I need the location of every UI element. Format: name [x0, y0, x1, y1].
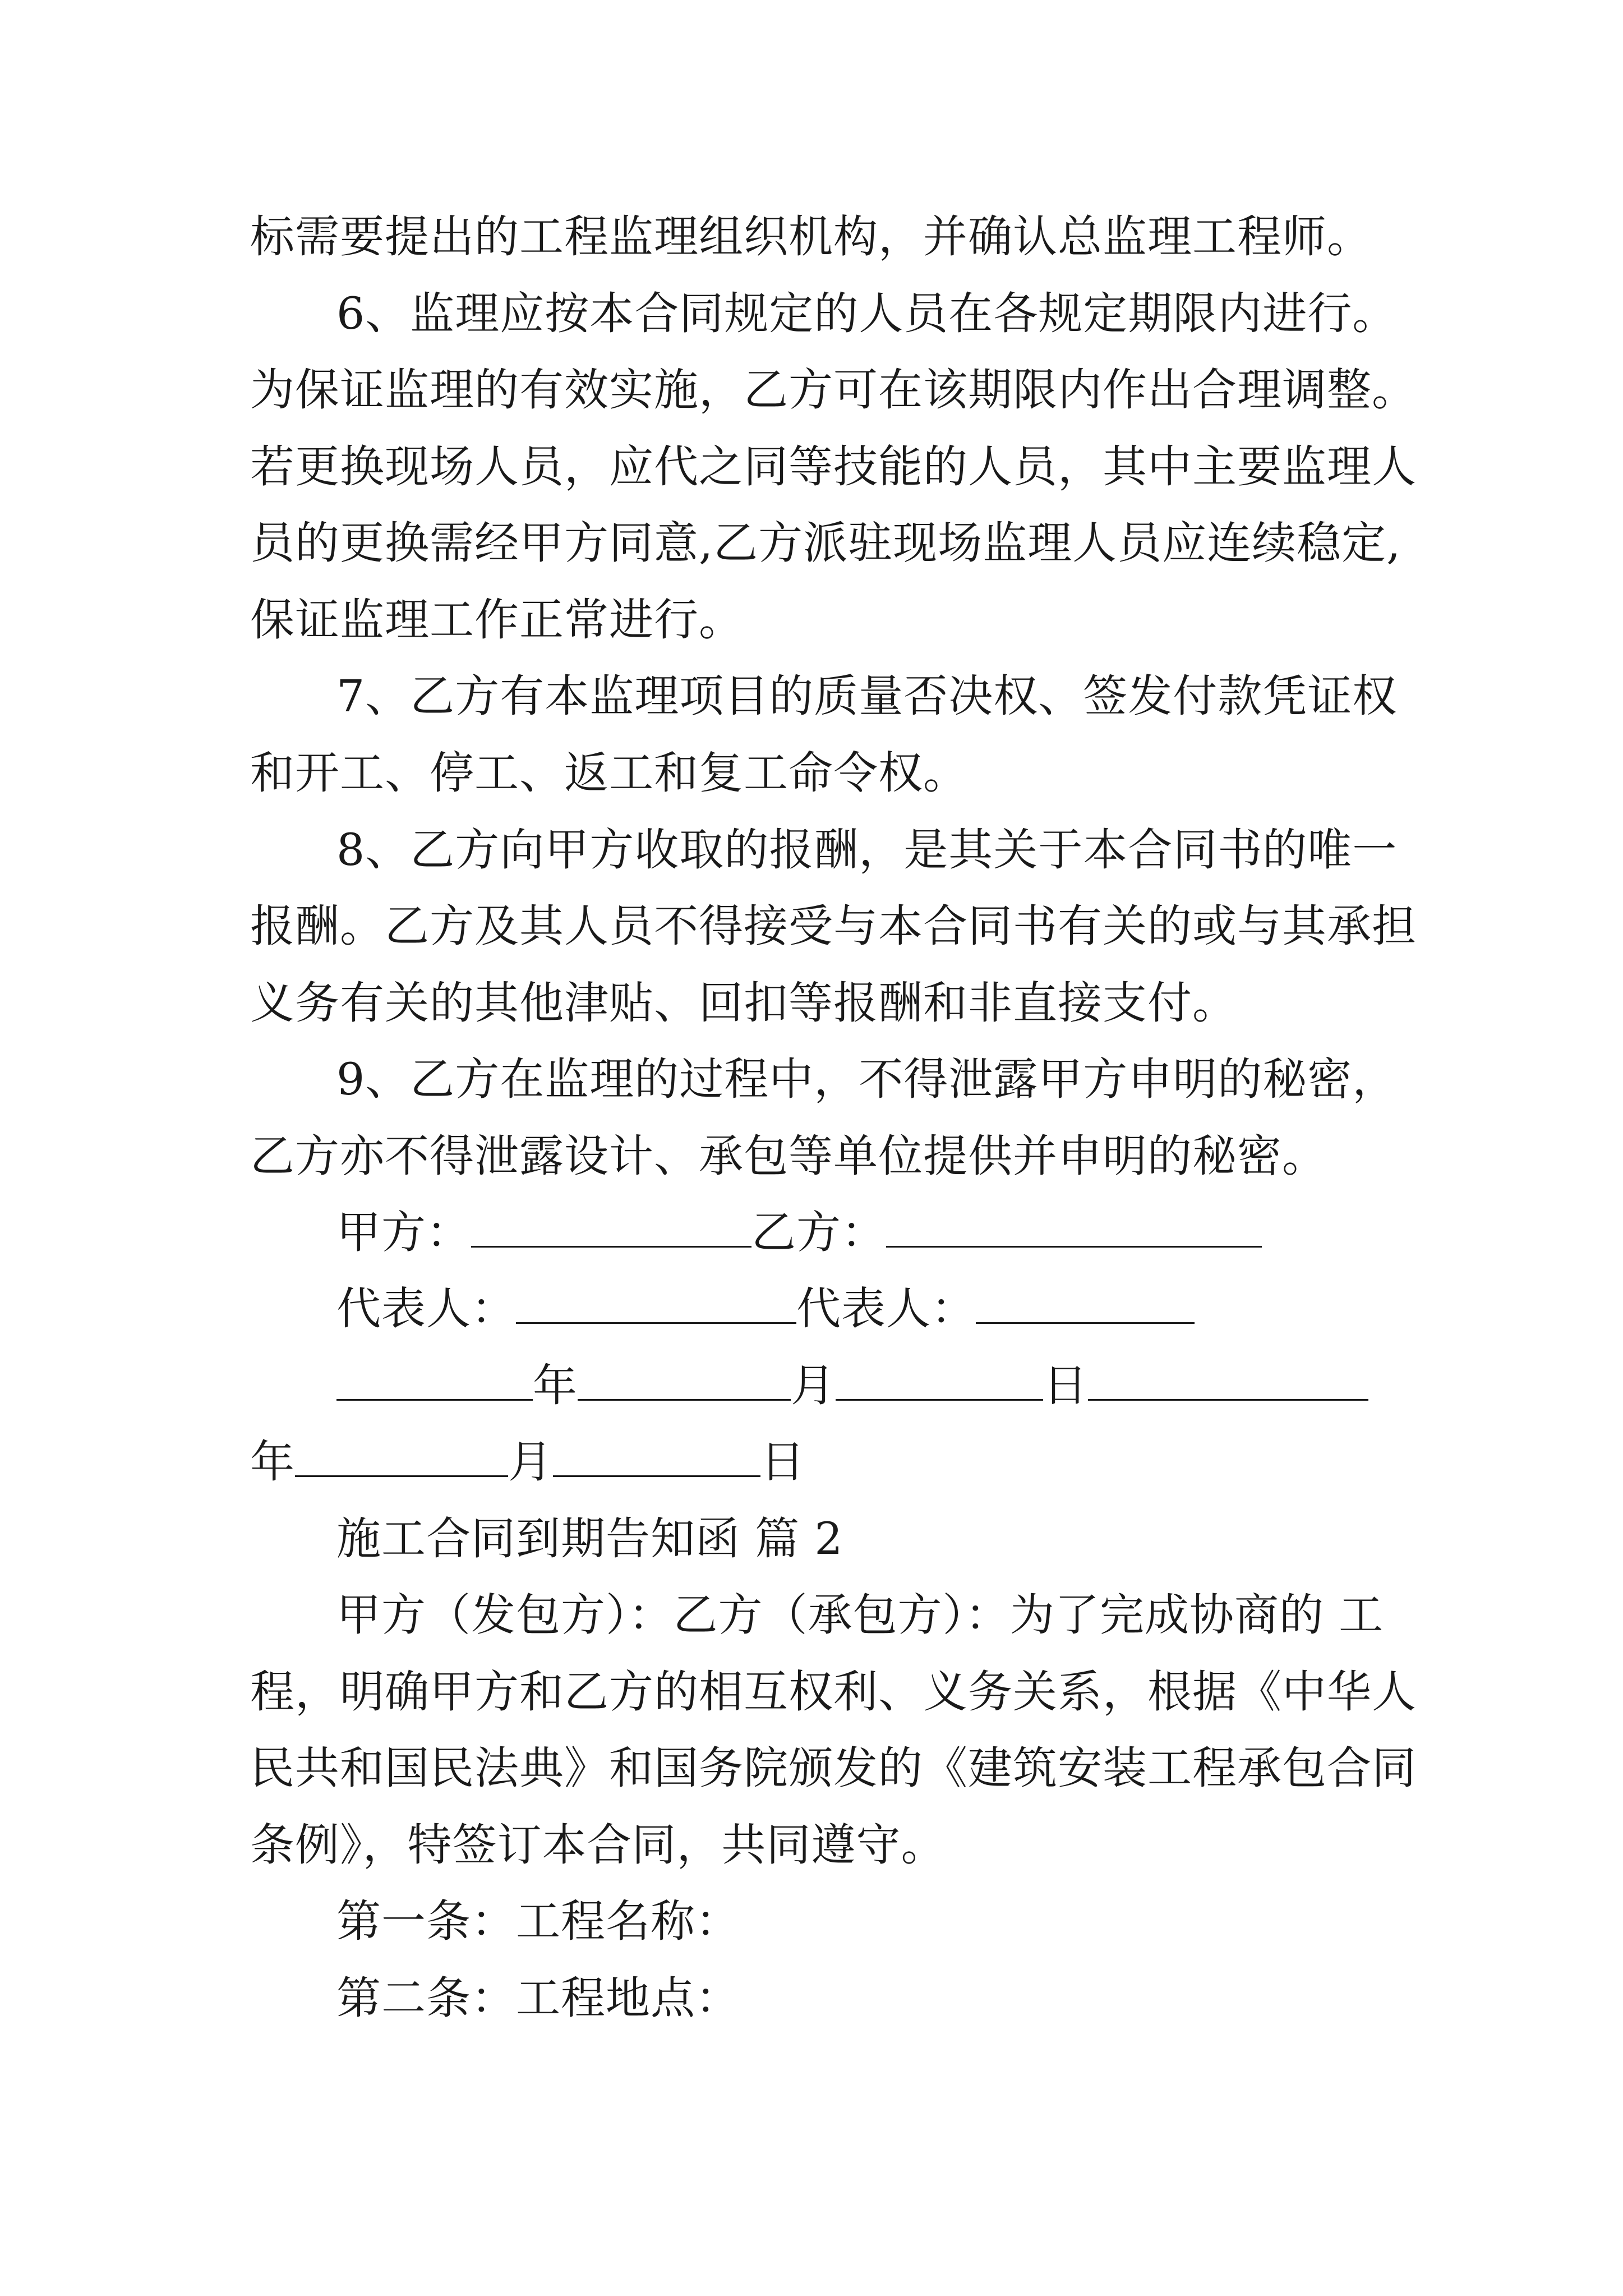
- month-label: 月: [791, 1360, 836, 1411]
- party-b-blank: [886, 1209, 1262, 1248]
- paragraph-line: 若更换现场人员，应代之同等技能的人员，其中主要监理人: [250, 441, 1417, 493]
- rep-a-blank: [516, 1285, 796, 1324]
- day-blank: [553, 1438, 760, 1477]
- article-line: 第一条：工程名称：: [336, 1895, 740, 1947]
- paragraph-line: 乙方亦不得泄露设计、承包等单位提供并申明的秘密。: [250, 1130, 1327, 1182]
- paragraph-line: 标需要提出的工程监理组织机构，并确认总监理工程师。: [250, 211, 1372, 263]
- trailing-blank: [1088, 1362, 1368, 1401]
- paragraph-line: 员的更换需经甲方同意,乙方派驻现场监理人员应连续稳定,: [250, 517, 1401, 569]
- month-blank: [578, 1362, 791, 1401]
- party-b-label: 乙方：: [751, 1207, 886, 1258]
- article-line: 第二条：工程地点：: [336, 1972, 740, 2024]
- signature-party-row: [336, 1204, 1262, 1260]
- day-blank: [836, 1362, 1043, 1401]
- paragraph-line: 条例》，特签订本合同，共同遵守。: [250, 1819, 946, 1871]
- month-label: 月: [508, 1436, 553, 1488]
- paragraph-line: 和开工、停工、返工和复工命令权。: [250, 747, 968, 799]
- paragraph-line: 甲方（发包方）：乙方（承包方）：为了完成协商的 工: [336, 1589, 1384, 1641]
- month-blank: [295, 1438, 508, 1477]
- signature-rep-row: [336, 1281, 1195, 1337]
- paragraph-line: 7、乙方有本监理项目的质量否决权、签发付款凭证权: [336, 670, 1398, 722]
- signature-date-row-2: [250, 1434, 805, 1490]
- rep-b-label: 代表人：: [796, 1283, 976, 1335]
- paragraph-line: 为保证监理的有效实施，乙方可在该期限内作出合理调整。: [250, 364, 1417, 416]
- section-title: 施工合同到期告知函 篇 2: [336, 1513, 843, 1565]
- rep-b-blank: [976, 1285, 1195, 1324]
- paragraph-line: 保证监理工作正常进行。: [250, 594, 744, 646]
- year-label: 年: [533, 1360, 578, 1411]
- party-a-blank: [471, 1209, 751, 1248]
- paragraph-line: 6、监理应按本合同规定的人员在各规定期限内进行。: [336, 288, 1398, 339]
- rep-a-label: 代表人：: [336, 1283, 516, 1335]
- day-label: 日: [1043, 1360, 1088, 1411]
- year-label: 年: [250, 1436, 295, 1488]
- day-label: 日: [760, 1436, 805, 1488]
- paragraph-line: 程，明确甲方和乙方的相互权利、义务关系，根据《中华人: [250, 1666, 1417, 1718]
- paragraph-line: 义务有关的其他津贴、回扣等报酬和非直接支付。: [250, 977, 1237, 1029]
- year-blank: [336, 1362, 533, 1401]
- paragraph-line: 8、乙方向甲方收取的报酬，是其关于本合同书的唯一: [336, 824, 1398, 876]
- paragraph-line: 9、乙方在监理的过程中，不得泄露甲方申明的秘密，: [336, 1053, 1398, 1105]
- paragraph-line: 报酬。乙方及其人员不得接受与本合同书有关的或与其承担: [250, 900, 1417, 952]
- signature-date-row: [336, 1358, 1368, 1414]
- party-a-label: 甲方：: [336, 1207, 471, 1258]
- paragraph-line: 民共和国民法典》和国务院颁发的《建筑安装工程承包合同: [250, 1742, 1417, 1794]
